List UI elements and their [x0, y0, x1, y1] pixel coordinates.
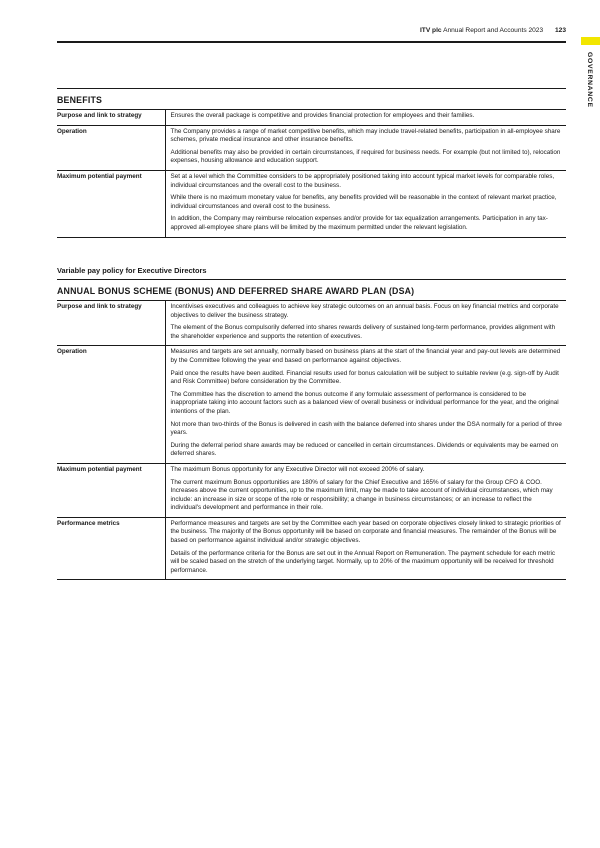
row-paragraph: Incentivises executives and colleagues to achieve key strategic outcomes on an annual basis. Focus on key financial metrics and corporate objectives to deliver the business strategy.	[170, 303, 559, 319]
row-label: Operation	[57, 346, 165, 464]
row-label: Operation	[57, 125, 165, 170]
header-report-title: Annual Report and Accounts 2023	[443, 27, 544, 34]
row-paragraph: Additional benefits may also be provided in certain circumstances, if required for business needs. For example (but not limited to), relocation expenses, housing allowance and education support.	[170, 148, 561, 165]
page-number: 123	[554, 27, 566, 34]
table-row	[57, 110, 566, 126]
row-content	[165, 170, 566, 237]
row-label: Maximum potential payment	[57, 170, 165, 237]
page-header	[57, 26, 566, 36]
section-color-tab	[581, 37, 600, 45]
row-label: Purpose and link to strategy	[57, 110, 165, 126]
row-label: Performance metrics	[57, 517, 165, 580]
row-paragraph: Details of the performance criteria for the Bonus are set out in the Annual Report on Remuneration. The payment schedule for each metric will be scaled based on the stretch of the underlying target. Normally, up to 20% of the maximum opportunity will be received for threshold performance.	[170, 549, 556, 574]
table-row	[57, 125, 566, 170]
row-paragraph: The maximum Bonus opportunity for any Executive Director will not exceed 200% of salary.	[170, 465, 425, 473]
row-paragraph: The element of the Bonus compulsorily deferred into shares rewards delivery of sustained long-term performance, provides alignment with the shareholder experience and supports the retention of executives.	[170, 324, 556, 340]
row-paragraph: The Committee has the discretion to amend the bonus outcome if any formulaic assessment of performance is considered to be inappropriate taking into account factors such as a balanced view of overall business or individual performance for the year, and the original intentions of the plan.	[170, 390, 559, 415]
variable-pay-heading: Variable pay policy for Executive Directors	[57, 266, 207, 275]
side-section-label	[574, 52, 594, 108]
benefits-section	[57, 88, 566, 238]
table-row	[57, 463, 566, 517]
row-paragraph: Paid once the results have been audited. Financial results used for bonus calculation will be subject to suitable review (e.g. sign-off by Audit and Risk Committee) before consideration by the Committee.	[170, 369, 559, 386]
row-paragraph: Performance measures and targets are set by the Committee each year based on corporate objectives closely linked to strategic priorities of the business. The majority of the Bonus opportunity will be based on corporate and financial measures. The remainder of the Bonus will be based on performance against individual and/or strategic objectives.	[170, 519, 561, 545]
row-paragraph: In addition, the Company may reimburse relocation expenses and/or provide for tax equalization arrangements. Participation in any tax-approved all-employee share plans will be limited by the maximum permitted under the relevant legislation.	[170, 215, 548, 231]
row-content	[165, 110, 566, 126]
row-content	[165, 125, 566, 170]
table-row	[57, 301, 566, 346]
header-rule	[57, 41, 566, 43]
bonus-title: ANNUAL BONUS SCHEME (BONUS) AND DEFERRED SHARE AWARD PLAN (DSA)	[57, 279, 566, 297]
benefits-table	[57, 109, 566, 238]
row-label: Purpose and link to strategy	[57, 301, 165, 346]
row-paragraph: The current maximum Bonus opportunities are 180% of salary for the Chief Executive and 165% of salary for the Group CFO & COO. Increases above the current opportunities, up to the maximum limit, may be made to take account of individual circumstances, which may include: an increase in size or scope of the role or responsibility; a change in business circumstances; or an increase to reflect the individual's development and performance in their role.	[170, 478, 553, 512]
bonus-table	[57, 300, 566, 580]
bonus-section	[57, 279, 566, 580]
row-label: Maximum potential payment	[57, 463, 165, 517]
row-paragraph: While there is no maximum monetary value for benefits, any benefits provided will be reasonable in the context of relevant market practice, individual circumstances and overall cost to the business.	[170, 194, 557, 210]
table-row	[57, 170, 566, 237]
row-paragraph: The Company provides a range of market competitive benefits, which may include travel-related benefits, participation in all-employee share schemes, private medical insurance and other insurance benefits.	[170, 127, 561, 144]
row-content	[165, 301, 566, 346]
row-paragraph: Not more than two-thirds of the Bonus is delivered in cash with the balance deferred into shares under the DSA normally for a period of three years.	[170, 420, 562, 437]
row-content	[165, 517, 566, 580]
row-paragraph: Measures and targets are set annually, normally based on business plans at the start of the financial year and pay-out levels are determined by the Committee following the year end based on performance against objectives.	[170, 348, 561, 364]
table-row	[57, 346, 566, 464]
row-paragraph: Set at a level which the Committee considers to be appropriately positioned taking into account typical market levels for comparable roles, individual circumstances and the overall cost to the business.	[170, 172, 555, 189]
table-row	[57, 517, 566, 580]
row-paragraph: Ensures the overall package is competitive and provides financial protection for employees and their families.	[170, 112, 475, 119]
benefits-title: BENEFITS	[57, 88, 566, 106]
row-paragraph: During the deferral period share awards may be reduced or cancelled in certain circumstances. Dividends or equivalents may be earned on deferred shares.	[170, 441, 558, 458]
side-section-label-text: GOVERNANCE	[586, 52, 593, 108]
header-brand: ITV plc	[419, 27, 442, 34]
row-content	[165, 463, 566, 517]
row-content	[165, 346, 566, 464]
